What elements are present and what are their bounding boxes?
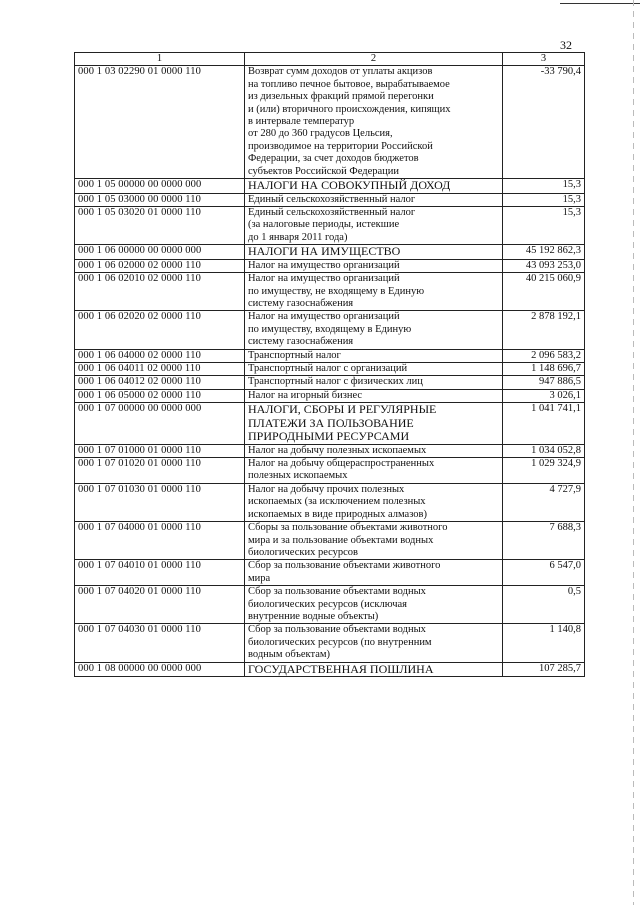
column-header-amount: 3 bbox=[503, 53, 585, 66]
row-name: Налог на добычу полезных ископаемых bbox=[245, 444, 503, 457]
table-header-row bbox=[75, 53, 585, 66]
row-amount: 6 547,0 bbox=[503, 560, 585, 586]
row-name: Налог на имущество организаций bbox=[245, 259, 503, 272]
row-code: 000 1 06 02010 02 0000 110 bbox=[75, 273, 245, 311]
row-amount: 15,3 bbox=[503, 179, 585, 194]
table-row bbox=[75, 662, 585, 677]
row-amount: 1 034 052,8 bbox=[503, 444, 585, 457]
row-name: Транспортный налог bbox=[245, 349, 503, 362]
row-code: 000 1 05 03020 01 0000 110 bbox=[75, 206, 245, 244]
row-code: 000 1 07 04000 01 0000 110 bbox=[75, 522, 245, 560]
table-row bbox=[75, 179, 585, 194]
row-name: Налог на имущество организаций по имуществу, не входящему в Единую систему газоснабжения bbox=[245, 273, 503, 311]
row-code: 000 1 07 01020 01 0000 110 bbox=[75, 458, 245, 484]
row-amount: 947 886,5 bbox=[503, 376, 585, 389]
row-code: 000 1 07 01000 01 0000 110 bbox=[75, 444, 245, 457]
row-name: ГОСУДАРСТВЕННАЯ ПОШЛИНА bbox=[245, 662, 503, 677]
row-code: 000 1 06 02000 02 0000 110 bbox=[75, 259, 245, 272]
table-row bbox=[75, 66, 585, 179]
scan-edge-right bbox=[633, 0, 634, 905]
table-row bbox=[75, 206, 585, 244]
table-row bbox=[75, 273, 585, 311]
row-code: 000 1 06 02020 02 0000 110 bbox=[75, 311, 245, 349]
row-code: 000 1 06 04000 02 0000 110 bbox=[75, 349, 245, 362]
row-code: 000 1 06 04012 02 0000 110 bbox=[75, 376, 245, 389]
row-name: Сборы за пользование объектами животного мира и за пользование объектами водных биологических ресурсов bbox=[245, 522, 503, 560]
row-code: 000 1 07 04010 01 0000 110 bbox=[75, 560, 245, 586]
row-amount: 0,5 bbox=[503, 586, 585, 624]
row-amount: 7 688,3 bbox=[503, 522, 585, 560]
row-code: 000 1 06 05000 02 0000 110 bbox=[75, 389, 245, 402]
table-row bbox=[75, 245, 585, 260]
row-code: 000 1 08 00000 00 0000 000 bbox=[75, 662, 245, 677]
table-row bbox=[75, 483, 585, 521]
table-row bbox=[75, 193, 585, 206]
row-name: НАЛОГИ, СБОРЫ И РЕГУЛЯРНЫЕ ПЛАТЕЖИ ЗА ПОЛЬЗОВАНИЕ ПРИРОДНЫМИ РЕСУРСАМИ bbox=[245, 403, 503, 445]
revenue-table bbox=[74, 52, 585, 677]
table-row bbox=[75, 522, 585, 560]
row-amount: 15,3 bbox=[503, 193, 585, 206]
row-code: 000 1 07 04020 01 0000 110 bbox=[75, 586, 245, 624]
row-amount: 4 727,9 bbox=[503, 483, 585, 521]
row-amount: 2 096 583,2 bbox=[503, 349, 585, 362]
row-amount: 1 041 741,1 bbox=[503, 403, 585, 445]
row-amount: 1 029 324,9 bbox=[503, 458, 585, 484]
page-number: 32 bbox=[560, 38, 572, 52]
table-body bbox=[75, 66, 585, 677]
scan-edge-top bbox=[560, 3, 640, 4]
row-name: Возврат сумм доходов от уплаты акцизов на топливо печное бытовое, вырабатываемое из дизельных фракций прямой перегонки и (или) вторичного происхождения, кипящих в интервале температур от 280 до 360 градусов Цельсия, производимое на территории Российской Федерации, за счет доходов бюджетов субъектов Российской Федерации bbox=[245, 66, 503, 179]
table-row bbox=[75, 403, 585, 445]
row-code: 000 1 07 00000 00 0000 000 bbox=[75, 403, 245, 445]
row-code: 000 1 06 00000 00 0000 000 bbox=[75, 245, 245, 260]
row-name: Сбор за пользование объектами водных биологических ресурсов (по внутренним водным объектам) bbox=[245, 624, 503, 662]
row-name: Налог на добычу прочих полезных ископаемых (за исключением полезных ископаемых в виде природных алмазов) bbox=[245, 483, 503, 521]
table-row bbox=[75, 560, 585, 586]
row-name: Сбор за пользование объектами водных биологических ресурсов (исключая внутренние водные объекты) bbox=[245, 586, 503, 624]
row-name: Единый сельскохозяйственный налог (за налоговые периоды, истекшие до 1 января 2011 года) bbox=[245, 206, 503, 244]
row-code: 000 1 03 02290 01 0000 110 bbox=[75, 66, 245, 179]
row-amount: 2 878 192,1 bbox=[503, 311, 585, 349]
table-row bbox=[75, 362, 585, 375]
row-code: 000 1 06 04011 02 0000 110 bbox=[75, 362, 245, 375]
table-row bbox=[75, 311, 585, 349]
table-row bbox=[75, 586, 585, 624]
table-row bbox=[75, 458, 585, 484]
row-amount: 40 215 060,9 bbox=[503, 273, 585, 311]
row-amount: 1 148 696,7 bbox=[503, 362, 585, 375]
row-code: 000 1 07 01030 01 0000 110 bbox=[75, 483, 245, 521]
table-row bbox=[75, 349, 585, 362]
row-name: Налог на добычу общераспространенных полезных ископаемых bbox=[245, 458, 503, 484]
column-header-code: 1 bbox=[75, 53, 245, 66]
row-name: НАЛОГИ НА СОВОКУПНЫЙ ДОХОД bbox=[245, 179, 503, 194]
table-row bbox=[75, 376, 585, 389]
row-code: 000 1 05 00000 00 0000 000 bbox=[75, 179, 245, 194]
row-amount: 45 192 862,3 bbox=[503, 245, 585, 260]
table-row bbox=[75, 444, 585, 457]
row-amount: 107 285,7 bbox=[503, 662, 585, 677]
table-row bbox=[75, 624, 585, 662]
row-amount: 43 093 253,0 bbox=[503, 259, 585, 272]
table-row bbox=[75, 389, 585, 402]
row-name: Транспортный налог с организаций bbox=[245, 362, 503, 375]
row-code: 000 1 07 04030 01 0000 110 bbox=[75, 624, 245, 662]
row-name: Налог на игорный бизнес bbox=[245, 389, 503, 402]
row-amount: 3 026,1 bbox=[503, 389, 585, 402]
row-code: 000 1 05 03000 00 0000 110 bbox=[75, 193, 245, 206]
row-name: Сбор за пользование объектами животного мира bbox=[245, 560, 503, 586]
column-header-name: 2 bbox=[245, 53, 503, 66]
table-row bbox=[75, 259, 585, 272]
row-name: Налог на имущество организаций по имуществу, входящему в Единую систему газоснабжения bbox=[245, 311, 503, 349]
row-amount: -33 790,4 bbox=[503, 66, 585, 179]
row-amount: 15,3 bbox=[503, 206, 585, 244]
row-name: Транспортный налог с физических лиц bbox=[245, 376, 503, 389]
row-name: НАЛОГИ НА ИМУЩЕСТВО bbox=[245, 245, 503, 260]
row-amount: 1 140,8 bbox=[503, 624, 585, 662]
row-name: Единый сельскохозяйственный налог bbox=[245, 193, 503, 206]
